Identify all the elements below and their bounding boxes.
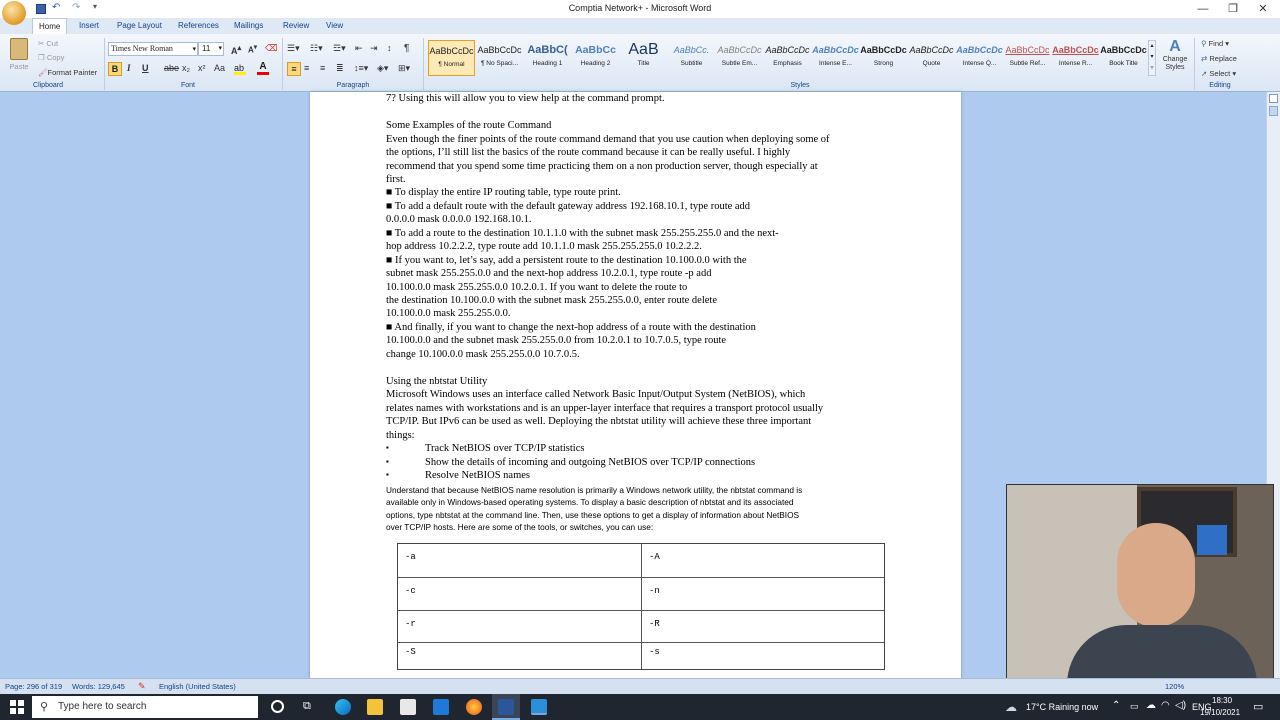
show-formatting-icon[interactable]: ¶ bbox=[404, 43, 410, 54]
page-count[interactable]: Page: 296 of 319 bbox=[5, 682, 63, 691]
weather-icon[interactable]: ☁ bbox=[1005, 700, 1017, 714]
doc-line: ■ To display the entire IP routing table, type route print. bbox=[386, 187, 621, 198]
webcam-person-head bbox=[1117, 523, 1195, 627]
find-button[interactable]: ⚲ Find ▾ bbox=[1201, 39, 1230, 48]
word-count[interactable]: Words: 129,645 bbox=[72, 682, 125, 691]
title-bar bbox=[0, 0, 1280, 18]
close-button[interactable]: ✕ bbox=[1258, 3, 1268, 15]
ribbon bbox=[0, 34, 1280, 92]
restore-button[interactable]: ❐ bbox=[1228, 3, 1238, 15]
replace-icon: ⇄ bbox=[1201, 54, 1210, 63]
table-row-border bbox=[398, 642, 884, 643]
highlight-icon[interactable]: ab bbox=[234, 63, 245, 73]
table-cell: -c bbox=[405, 586, 416, 596]
font-group-label: Font bbox=[180, 82, 195, 89]
bullet-marker: ▪ bbox=[386, 457, 389, 466]
office-button[interactable] bbox=[2, 1, 26, 25]
mail-icon[interactable] bbox=[433, 699, 449, 715]
store-icon[interactable] bbox=[400, 699, 416, 715]
doc-line: relates names with workstations and is an upper-layer interface that requires a transport protocol usually bbox=[386, 403, 824, 414]
align-left-icon[interactable]: ≡ bbox=[287, 62, 301, 76]
doc-line: Microsoft Windows uses an interface called Network Basic Input/Output System (NetBIOS), which bbox=[386, 389, 806, 400]
wifi-icon[interactable]: ◠ bbox=[1161, 700, 1170, 711]
group-separator bbox=[423, 38, 424, 90]
start-tile bbox=[10, 708, 16, 714]
tab-insert[interactable]: Insert bbox=[79, 21, 100, 30]
taskbar-search[interactable] bbox=[32, 696, 258, 718]
chevron-down-icon: ▾ bbox=[218, 45, 222, 52]
borders-icon[interactable]: ⊞▾ bbox=[398, 63, 411, 73]
ribbon-tabs bbox=[0, 18, 1280, 34]
bullet-marker: ▪ bbox=[386, 443, 389, 452]
doc-line: the destination 10.100.0.0 with the subnet mask 255.255.0.0, enter route delete bbox=[386, 295, 717, 306]
word-icon[interactable] bbox=[498, 699, 514, 715]
doc-line: over TCP/IP hosts. Here are some of the tools, or switches, you can use: bbox=[386, 522, 654, 532]
tab-page-layout[interactable]: Page Layout bbox=[117, 21, 162, 30]
replace-button[interactable]: ⇄ Replace bbox=[1201, 54, 1237, 63]
underline-button[interactable]: U bbox=[142, 63, 149, 73]
start-tile bbox=[18, 708, 24, 714]
increase-indent-icon[interactable]: ⇥ bbox=[370, 43, 378, 53]
tab-mailings[interactable]: Mailings bbox=[234, 21, 264, 30]
paragraph-group-label: Paragraph bbox=[336, 82, 370, 89]
bullet-item: Resolve NetBIOS names bbox=[425, 470, 530, 481]
align-right-icon[interactable]: ≡ bbox=[320, 63, 326, 73]
multilevel-list-icon[interactable]: ☲▾ bbox=[333, 43, 346, 53]
window-title: Comptia Network+ - Microsoft Word bbox=[568, 3, 712, 13]
status-bar bbox=[0, 678, 1280, 694]
change-styles-icon: A bbox=[1169, 38, 1181, 55]
undo-icon[interactable]: ↶ bbox=[52, 2, 61, 13]
scroll-thumb[interactable] bbox=[1269, 106, 1278, 116]
justify-icon[interactable]: ≣ bbox=[336, 63, 344, 73]
webcam-person-body bbox=[1067, 625, 1257, 682]
doc-line: recommend that you spend some time practicing them on a non production server, though especially at bbox=[386, 161, 818, 172]
doc-line: 10.100.0.0 mask 255.255.0.0 10.2.0.1. If you want to delete the route to bbox=[386, 282, 688, 293]
tray-chevron-icon[interactable]: ⌃ bbox=[1112, 700, 1121, 711]
volume-icon[interactable]: ◁) bbox=[1175, 700, 1187, 711]
style-subtitle[interactable]: AaBbCc. Subtitle bbox=[673, 45, 710, 67]
doc-line: subnet mask 255.255.0.0 and the next-hop address 10.2.0.1, type route -p add bbox=[386, 268, 712, 279]
doc-line: hop address 10.2.2.2, type route add 10.1.1.0 mask 255.255.255.0 10.2.2.2. bbox=[386, 241, 702, 252]
table-cell: -R bbox=[649, 619, 660, 629]
webcam-window-light bbox=[1197, 525, 1227, 555]
webcam-overlay bbox=[1006, 484, 1274, 682]
doc-line: 10.100.0.0 mask 255.255.0.0. bbox=[386, 308, 511, 319]
tab-references[interactable]: References bbox=[178, 21, 219, 30]
doc-line: change 10.100.0.0 mask 255.255.0.0 10.7.0.5. bbox=[386, 349, 580, 360]
section-heading: Some Examples of the route Command bbox=[386, 120, 552, 131]
doc-line: ■ To add a default route with the default gateway address 192.168.10.1, type route add bbox=[386, 201, 751, 212]
doc-line: 7? Using this will allow you to view help at the command prompt. bbox=[386, 93, 665, 104]
numbering-icon[interactable]: ☷▾ bbox=[310, 43, 323, 53]
task-view-icon[interactable]: ⧉ bbox=[303, 700, 311, 712]
doc-line: things: bbox=[386, 430, 415, 441]
doc-line: options, type nbtstat at the command line. Then, use these options to get a display of information about NetBIOS bbox=[386, 510, 800, 520]
doc-line: TCP/IP. But IPv6 can be used as well. Deploying the nbtstat utility will achieve these three important bbox=[386, 416, 812, 427]
doc-line: Even though the finer points of the route command demand that you use caution when deploying some of bbox=[386, 134, 830, 145]
notification-icon[interactable]: ▭ bbox=[1253, 701, 1264, 713]
style-normal[interactable]: AaBbCcDc ¶ Normal bbox=[428, 40, 475, 76]
styles-group-label: Styles bbox=[790, 82, 810, 89]
style-intense-emphasis[interactable]: AaBbCcDc Intense E... bbox=[812, 45, 859, 67]
cortana-icon[interactable] bbox=[271, 700, 284, 713]
proofing-icon[interactable]: ✎ bbox=[138, 681, 146, 691]
chevron-down-icon: ▾ bbox=[192, 45, 196, 53]
bullets-icon[interactable]: ☰▾ bbox=[287, 43, 300, 53]
clock-date[interactable]: 19/10/2021 bbox=[1200, 708, 1241, 717]
doc-line: ■ To add a route to the destination 10.1.1.0 with the subnet mask 255.255.255.0 and the next- bbox=[386, 228, 779, 239]
doc-line: 10.100.0.0 and the subnet mask 255.255.0.0 from 10.2.0.1 to 10.7.0.5, type route bbox=[386, 335, 727, 346]
font-name-select[interactable]: Times New Roman ▾ bbox=[108, 42, 198, 56]
style-intense-quote[interactable]: AaBbCcDc Intense Q... bbox=[956, 45, 1003, 67]
format-painter-button[interactable]: 🖌Format Painter bbox=[38, 68, 98, 77]
bold-button[interactable]: B bbox=[108, 62, 122, 76]
scissors-icon: ✂ bbox=[38, 39, 47, 48]
style-strong[interactable]: AaBbCcDc Strong bbox=[860, 45, 907, 67]
doc-line: 0.0.0.0 mask 0.0.0.0 192.168.10.1. bbox=[386, 214, 532, 225]
style-no-spacing[interactable]: AaBbCcDc ¶ No Spaci... bbox=[477, 45, 522, 67]
grow-font-icon[interactable]: A▴ bbox=[231, 43, 242, 56]
tab-view[interactable]: View bbox=[326, 21, 344, 30]
cut-button[interactable]: ✂ Cut bbox=[38, 39, 59, 48]
clear-format-icon[interactable]: ⌫ bbox=[265, 43, 278, 53]
file-explorer-icon[interactable] bbox=[367, 699, 383, 715]
qat-dropdown-icon[interactable]: ▾ bbox=[93, 2, 98, 11]
zoom-level[interactable]: 120% bbox=[1165, 682, 1185, 691]
font-size-select[interactable]: 11 ▾ bbox=[198, 42, 224, 56]
shading-icon[interactable]: ◈▾ bbox=[377, 63, 389, 73]
language[interactable]: English (United States) bbox=[159, 682, 236, 691]
clipboard-group-label: Clipboard bbox=[33, 82, 63, 89]
line-spacing-icon[interactable]: ↕≡▾ bbox=[354, 63, 369, 73]
shrink-font-icon[interactable]: A▾ bbox=[248, 44, 258, 55]
table-row-border bbox=[398, 577, 884, 578]
doc-line: the options, I’ll still list the basics of the route command because it can be really useful. I highly bbox=[386, 147, 791, 158]
subscript-button[interactable]: x₂ bbox=[182, 63, 190, 73]
style-book-title[interactable]: AaBbCcDc Book Title bbox=[1100, 45, 1147, 67]
group-separator bbox=[104, 38, 105, 90]
styles-scroll[interactable]: ▴ ▾ ▿ bbox=[1148, 40, 1156, 76]
style-heading-2[interactable]: AaBbCc Heading 2 bbox=[575, 44, 616, 67]
sort-icon[interactable]: ↕ bbox=[387, 43, 392, 53]
table-cell: -A bbox=[649, 552, 660, 562]
group-separator bbox=[282, 38, 283, 90]
style-subtle-emphasis[interactable]: AaBbCcDc Subtle Em... bbox=[717, 45, 762, 67]
start-tile bbox=[10, 700, 16, 706]
cloud-icon[interactable]: ☁ bbox=[1146, 700, 1156, 711]
section-heading: Using the nbtstat Utility bbox=[386, 376, 488, 387]
windows-start-icon[interactable] bbox=[10, 700, 24, 714]
search-icon: ⚲ bbox=[40, 701, 49, 713]
decrease-indent-icon[interactable]: ⇤ bbox=[355, 43, 363, 53]
superscript-button[interactable]: x² bbox=[198, 63, 206, 73]
switches-table bbox=[397, 543, 885, 670]
change-case-button[interactable]: Aa bbox=[214, 63, 226, 73]
editing-group-label: Editing bbox=[1209, 82, 1231, 89]
doc-line: first. bbox=[386, 174, 406, 185]
italic-button[interactable]: I bbox=[127, 63, 131, 73]
change-styles-button[interactable]: A Change Styles bbox=[1158, 38, 1192, 80]
style-intense-reference[interactable]: AaBbCcDc Intense R... bbox=[1052, 45, 1099, 67]
paste-button[interactable]: Paste bbox=[6, 38, 32, 78]
minimize-button[interactable]: — bbox=[1197, 3, 1209, 15]
doc-line: available only in Windows-based operating systems. To display a basic description of nbtstat and its associated bbox=[386, 497, 794, 507]
bullet-marker: ▪ bbox=[386, 470, 389, 479]
redo-icon[interactable]: ↷ bbox=[72, 2, 81, 13]
font-color-icon[interactable]: A bbox=[257, 62, 269, 75]
search-placeholder: Type here to search bbox=[58, 701, 147, 712]
bullet-item: Track NetBIOS over TCP/IP statistics bbox=[425, 443, 585, 454]
select-button[interactable]: ➚ Select ▾ bbox=[1201, 69, 1237, 78]
style-subtle-reference[interactable]: AaBbCcDc Subtle Ref... bbox=[1005, 45, 1050, 67]
table-cell: -r bbox=[405, 619, 416, 629]
doc-line: ■ If you want to, let’s say, add a persistent route to the destination 10.100.0.0 with the bbox=[386, 255, 747, 266]
clipboard-icon bbox=[10, 38, 28, 60]
copy-icon: ❐ bbox=[38, 53, 47, 62]
edge-icon[interactable] bbox=[335, 699, 351, 715]
tab-review[interactable]: Review bbox=[283, 21, 310, 30]
style-heading-1[interactable]: AaBbC( Heading 1 bbox=[527, 44, 568, 67]
battery-icon[interactable]: ▭ bbox=[1130, 701, 1139, 711]
style-quote[interactable]: AaBbCcDc Quote bbox=[909, 45, 954, 67]
start-tile bbox=[18, 700, 24, 706]
clock-time[interactable]: 18:30 bbox=[1212, 696, 1233, 705]
table-cell: -n bbox=[649, 586, 660, 596]
doc-line: ■ And finally, if you want to change the next-hop address of a route with the destination bbox=[386, 322, 756, 333]
cursor-icon: ➚ bbox=[1201, 69, 1210, 78]
table-row-border bbox=[398, 610, 884, 611]
binoculars-icon: ⚲ bbox=[1201, 39, 1209, 48]
input-language[interactable]: ENG bbox=[1192, 702, 1212, 712]
recorder-icon[interactable] bbox=[531, 699, 547, 715]
table-cell: -S bbox=[405, 647, 416, 657]
align-center-icon[interactable]: ≡ bbox=[304, 63, 310, 73]
table-cell: -s bbox=[649, 647, 660, 657]
brush-icon: 🖌 bbox=[38, 68, 48, 77]
table-divider bbox=[641, 544, 642, 669]
firefox-icon[interactable] bbox=[466, 699, 482, 715]
strikethrough-button[interactable]: abe bbox=[164, 63, 180, 73]
style-title[interactable]: AaB Title bbox=[628, 41, 659, 67]
bullet-item: Show the details of incoming and outgoing NetBIOS over TCP/IP connections bbox=[425, 457, 756, 468]
ruler-toggle-icon[interactable] bbox=[1269, 94, 1278, 103]
group-separator bbox=[1194, 38, 1195, 90]
doc-line: Understand that because NetBIOS name resolution is primarily a Windows network utility, the nbtstat command is bbox=[386, 485, 803, 495]
style-emphasis[interactable]: AaBbCcDc Emphasis bbox=[765, 45, 810, 67]
copy-button[interactable]: ❐ Copy bbox=[38, 53, 65, 62]
table-cell: -a bbox=[405, 552, 416, 562]
weather-text[interactable]: 17°C Raining now bbox=[1026, 702, 1099, 712]
tab-home[interactable]: Home bbox=[32, 18, 67, 34]
